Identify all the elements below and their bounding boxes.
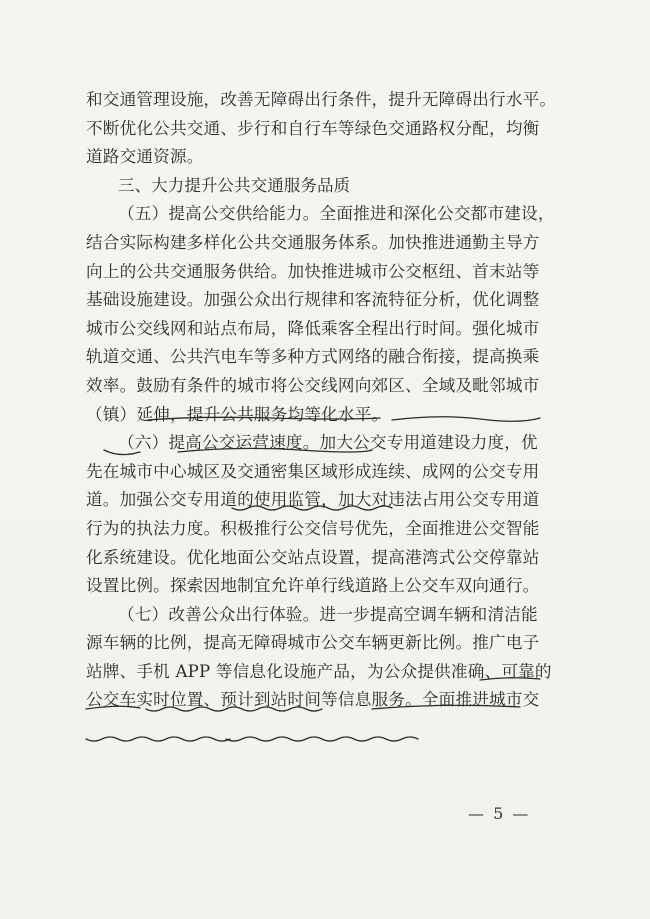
text-line: （镇）延伸，提升公共服务均等化水平。 — [86, 404, 389, 424]
text-line: 公交车实时位置、预计到站时间等信息服务。全面推进城市交 — [86, 690, 540, 710]
text-line: 源车辆的比例，提高无障碍城市公交车辆更新比例。推广电子 — [86, 633, 540, 653]
section-heading: 三、大力提升公共交通服务品质 — [118, 175, 351, 195]
text-line: 行为的执法力度。积极推行公交信号优先，全面推进公交智能 — [86, 518, 540, 538]
paragraph-start: （五）提高公交供给能力。全面推进和深化公交都市建设， — [118, 204, 555, 224]
text-line: 结合实际构建多样化公共交通服务体系。加快推进通勤主导方 — [86, 232, 540, 252]
text-line: 化系统建设。优化地面公交站点设置，提高港湾式公交停靠站 — [86, 547, 540, 567]
text-line: 向上的公共交通服务供给。加快推进城市公交枢纽、首末站等 — [86, 261, 540, 281]
paragraph-start: （六）提高公交运营速度。加大公交专用道建设力度，优 — [118, 433, 538, 453]
text-line: 道。加强公交专用道的使用监管，加大对违法占用公交专用道 — [86, 490, 540, 510]
text-line: 轨道交通、公共汽电车等多种方式网络的融合衔接，提高换乘 — [86, 347, 540, 367]
text-line: 城市公交线网和站点布局，降低乘客全程出行时间。强化城市 — [86, 318, 540, 338]
text-line: 基础设施建设。加强公众出行规律和客流特征分析，优化调整 — [86, 290, 540, 310]
paragraph-start: （七）改善公众出行体验。进一步提高空调车辆和清洁能 — [118, 604, 538, 624]
underline-mark — [226, 737, 418, 741]
text-line: 设置比例。探索因地制宜允许单行线道路上公交车双向通行。 — [86, 576, 540, 596]
text-line: 不断优化公共交通、步行和自行车等绿色交通路权分配，均衡 — [86, 118, 540, 138]
text-line: 站牌、手机 APP 等信息化设施产品，为公众提供准确、可靠的 — [86, 661, 552, 681]
page-number: — 5 — — [468, 804, 531, 823]
text-line: 效率。鼓励有条件的城市将公交线网向郊区、全域及毗邻城市 — [86, 375, 540, 395]
text-line: 先在城市中心城区及交通密集区域形成连续、成网的公交专用 — [86, 461, 540, 481]
underline-mark — [86, 737, 230, 741]
text-line: 和交通管理设施，改善无障碍出行条件，提升无障碍出行水平。 — [86, 90, 557, 109]
text-line: 道路交通资源。 — [86, 147, 204, 167]
body-text — [86, 86, 556, 715]
